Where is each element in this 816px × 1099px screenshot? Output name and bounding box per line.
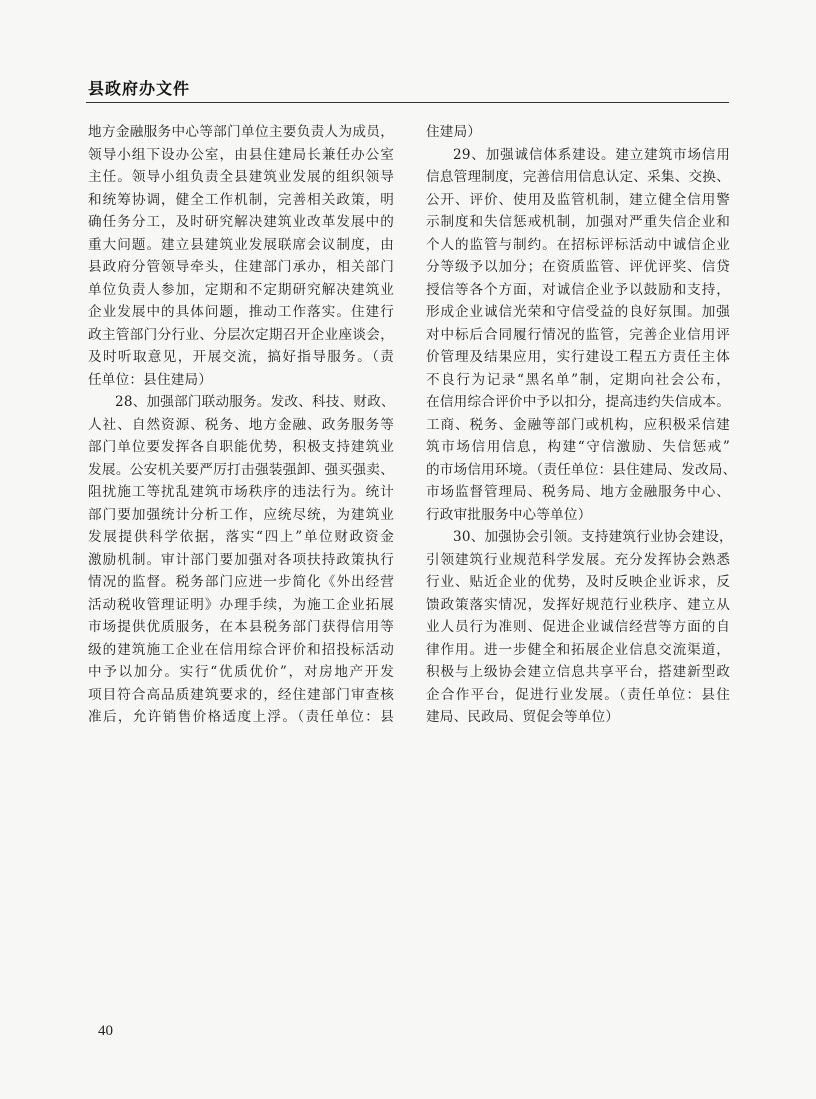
text-line: 分等级予以加分；在资质监管、评优评奖、信贷: [426, 259, 730, 275]
text-line: 级的建筑施工企业在信用综合评价和招投标活动: [88, 641, 394, 658]
page-number: 40: [98, 1023, 113, 1039]
text-line: 单位负责人参加，定期和不定期研究解决建筑业: [88, 281, 394, 298]
text-line: 和统筹协调，健全工作机制，完善相关政策，明: [88, 191, 394, 208]
text-line: 馈政策落实情况，发挥好规范行业秩序、建立从: [426, 596, 730, 613]
text-line: 市场提供优质服务，在本县税务部门获得信用等: [88, 619, 394, 635]
text-line: 情况的监督。税务部门应进一步简化《外出经营: [88, 574, 394, 590]
text-line: 市场监督管理局、税务局、地方金融服务中心、: [426, 484, 730, 500]
left-text-column: [88, 121, 394, 729]
text-line: 重大问题。建立县建筑业发展联席会议制度，由: [88, 236, 394, 253]
text-line: 准后，允许销售价格适度上浮。（责任单位：县: [88, 709, 394, 725]
text-line: 中予以加分。实行“优质优价”，对房地产开发: [88, 664, 394, 680]
text-line: 人社、自然资源、税务、地方金融、政务服务等: [88, 416, 394, 433]
text-line: 企合作平台，促进行业发展。（责任单位：县住: [426, 686, 730, 703]
text-line: 县政府分管领导牵头，住建部门承办，相关部门: [88, 259, 394, 275]
text-line: 律作用。进一步健全和拓展企业信息交流渠道，: [426, 641, 730, 658]
text-line: 发展提供科学依据，落实“四上”单位财政资金: [88, 529, 394, 545]
text-line: 对中标后合同履行情况的监管，完善企业信用评: [426, 326, 730, 343]
text-line: 地方金融服务中心等部门单位主要负责人为成员，: [88, 124, 394, 140]
paragraph-start-line: 29、加强诚信体系建设。建立建筑市场信用: [453, 146, 730, 163]
text-line: 的市场信用环境。（责任单位：县住建局、发改局、: [426, 461, 737, 478]
text-line: 建局、民政局、贸促会等单位）: [426, 709, 620, 725]
text-line: 不良行为记录“黑名单”制，定期向社会公布，: [426, 371, 730, 388]
text-line: 工商、税务、金融等部门或机构，应积极采信建: [426, 416, 730, 433]
text-line: 住建局）: [426, 124, 482, 140]
paragraph-start-line: 30、加强协会引领。支持建筑行业协会建设，: [453, 529, 733, 545]
text-line: 主任。领导小组负责全县建筑业发展的组织领导: [88, 169, 394, 185]
header-divider: [86, 102, 729, 103]
text-line: 激励机制。审计部门要加强对各项扶持政策执行: [88, 551, 394, 568]
text-line: 形成企业诚信光荣和守信受益的良好氛围。加强: [426, 304, 730, 320]
text-line: 领导小组下设办公室，由县住建局长兼任办公室: [88, 146, 394, 163]
text-line: 任单位：县住建局）: [88, 371, 213, 388]
text-line: 价管理及结果应用，实行建设工程五方责任主体: [426, 349, 730, 365]
text-line: 阻扰施工等扰乱建筑市场秩序的违法行为。统计: [88, 484, 394, 500]
right-text-column: [426, 121, 737, 729]
text-line: 引领建筑行业规范科学发展。充分发挥协会熟悉: [426, 551, 730, 568]
text-line: 及时听取意见，开展交流，搞好指导服务。（责: [88, 349, 394, 365]
page-header-title: 县政府办文件: [88, 79, 191, 98]
text-line: 信息管理制度，完善信用信息认定、采集、交换、: [426, 169, 730, 185]
text-line: 筑市场信用信息，构建“守信激励、失信惩戒”: [426, 439, 730, 455]
text-line: 业人员行为准则、促进企业诚信经营等方面的自: [426, 619, 730, 635]
text-line: 政主管部门分行业、分层次定期召开企业座谈会，: [88, 326, 394, 343]
text-line: 企业发展中的具体问题，推动工作落实。住建行: [88, 304, 394, 320]
text-line: 部门单位要发挥各自职能优势，积极支持建筑业: [88, 439, 394, 455]
text-line: 活动税收管理证明》办理手续，为施工企业拓展: [88, 596, 394, 613]
text-line: 公开、评价、使用及监管机制，建立健全信用警: [426, 191, 730, 208]
text-line: 行政审批服务中心等单位）: [426, 506, 592, 523]
text-line: 积极与上级协会建立信息共享平台，搭建新型政: [426, 664, 730, 680]
text-line: 在信用综合评价中予以扣分，提高违约失信成本。: [426, 394, 730, 410]
text-line: 确任务分工，及时研究解决建筑业改革发展中的: [88, 214, 394, 230]
text-line: 示制度和失信惩戒机制，加强对严重失信企业和: [426, 214, 730, 230]
text-line: 行业、贴近企业的优势，及时反映企业诉求，反: [426, 574, 730, 590]
text-line: 发展。公安机关要严厉打击强装强卸、强买强卖、: [88, 461, 394, 478]
paragraph-start-line: 28、加强部门联动服务。发改、科技、财政、: [115, 394, 395, 410]
text-line: 授信等各个方面，对诚信企业予以鼓励和支持，: [426, 281, 730, 298]
text-line: 部门要加强统计分析工作，应统尽统，为建筑业: [88, 506, 394, 523]
text-line: 个人的监管与制约。在招标评标活动中诚信企业: [426, 236, 730, 253]
text-line: 项目符合高品质建筑要求的，经住建部门审查核: [88, 686, 394, 703]
